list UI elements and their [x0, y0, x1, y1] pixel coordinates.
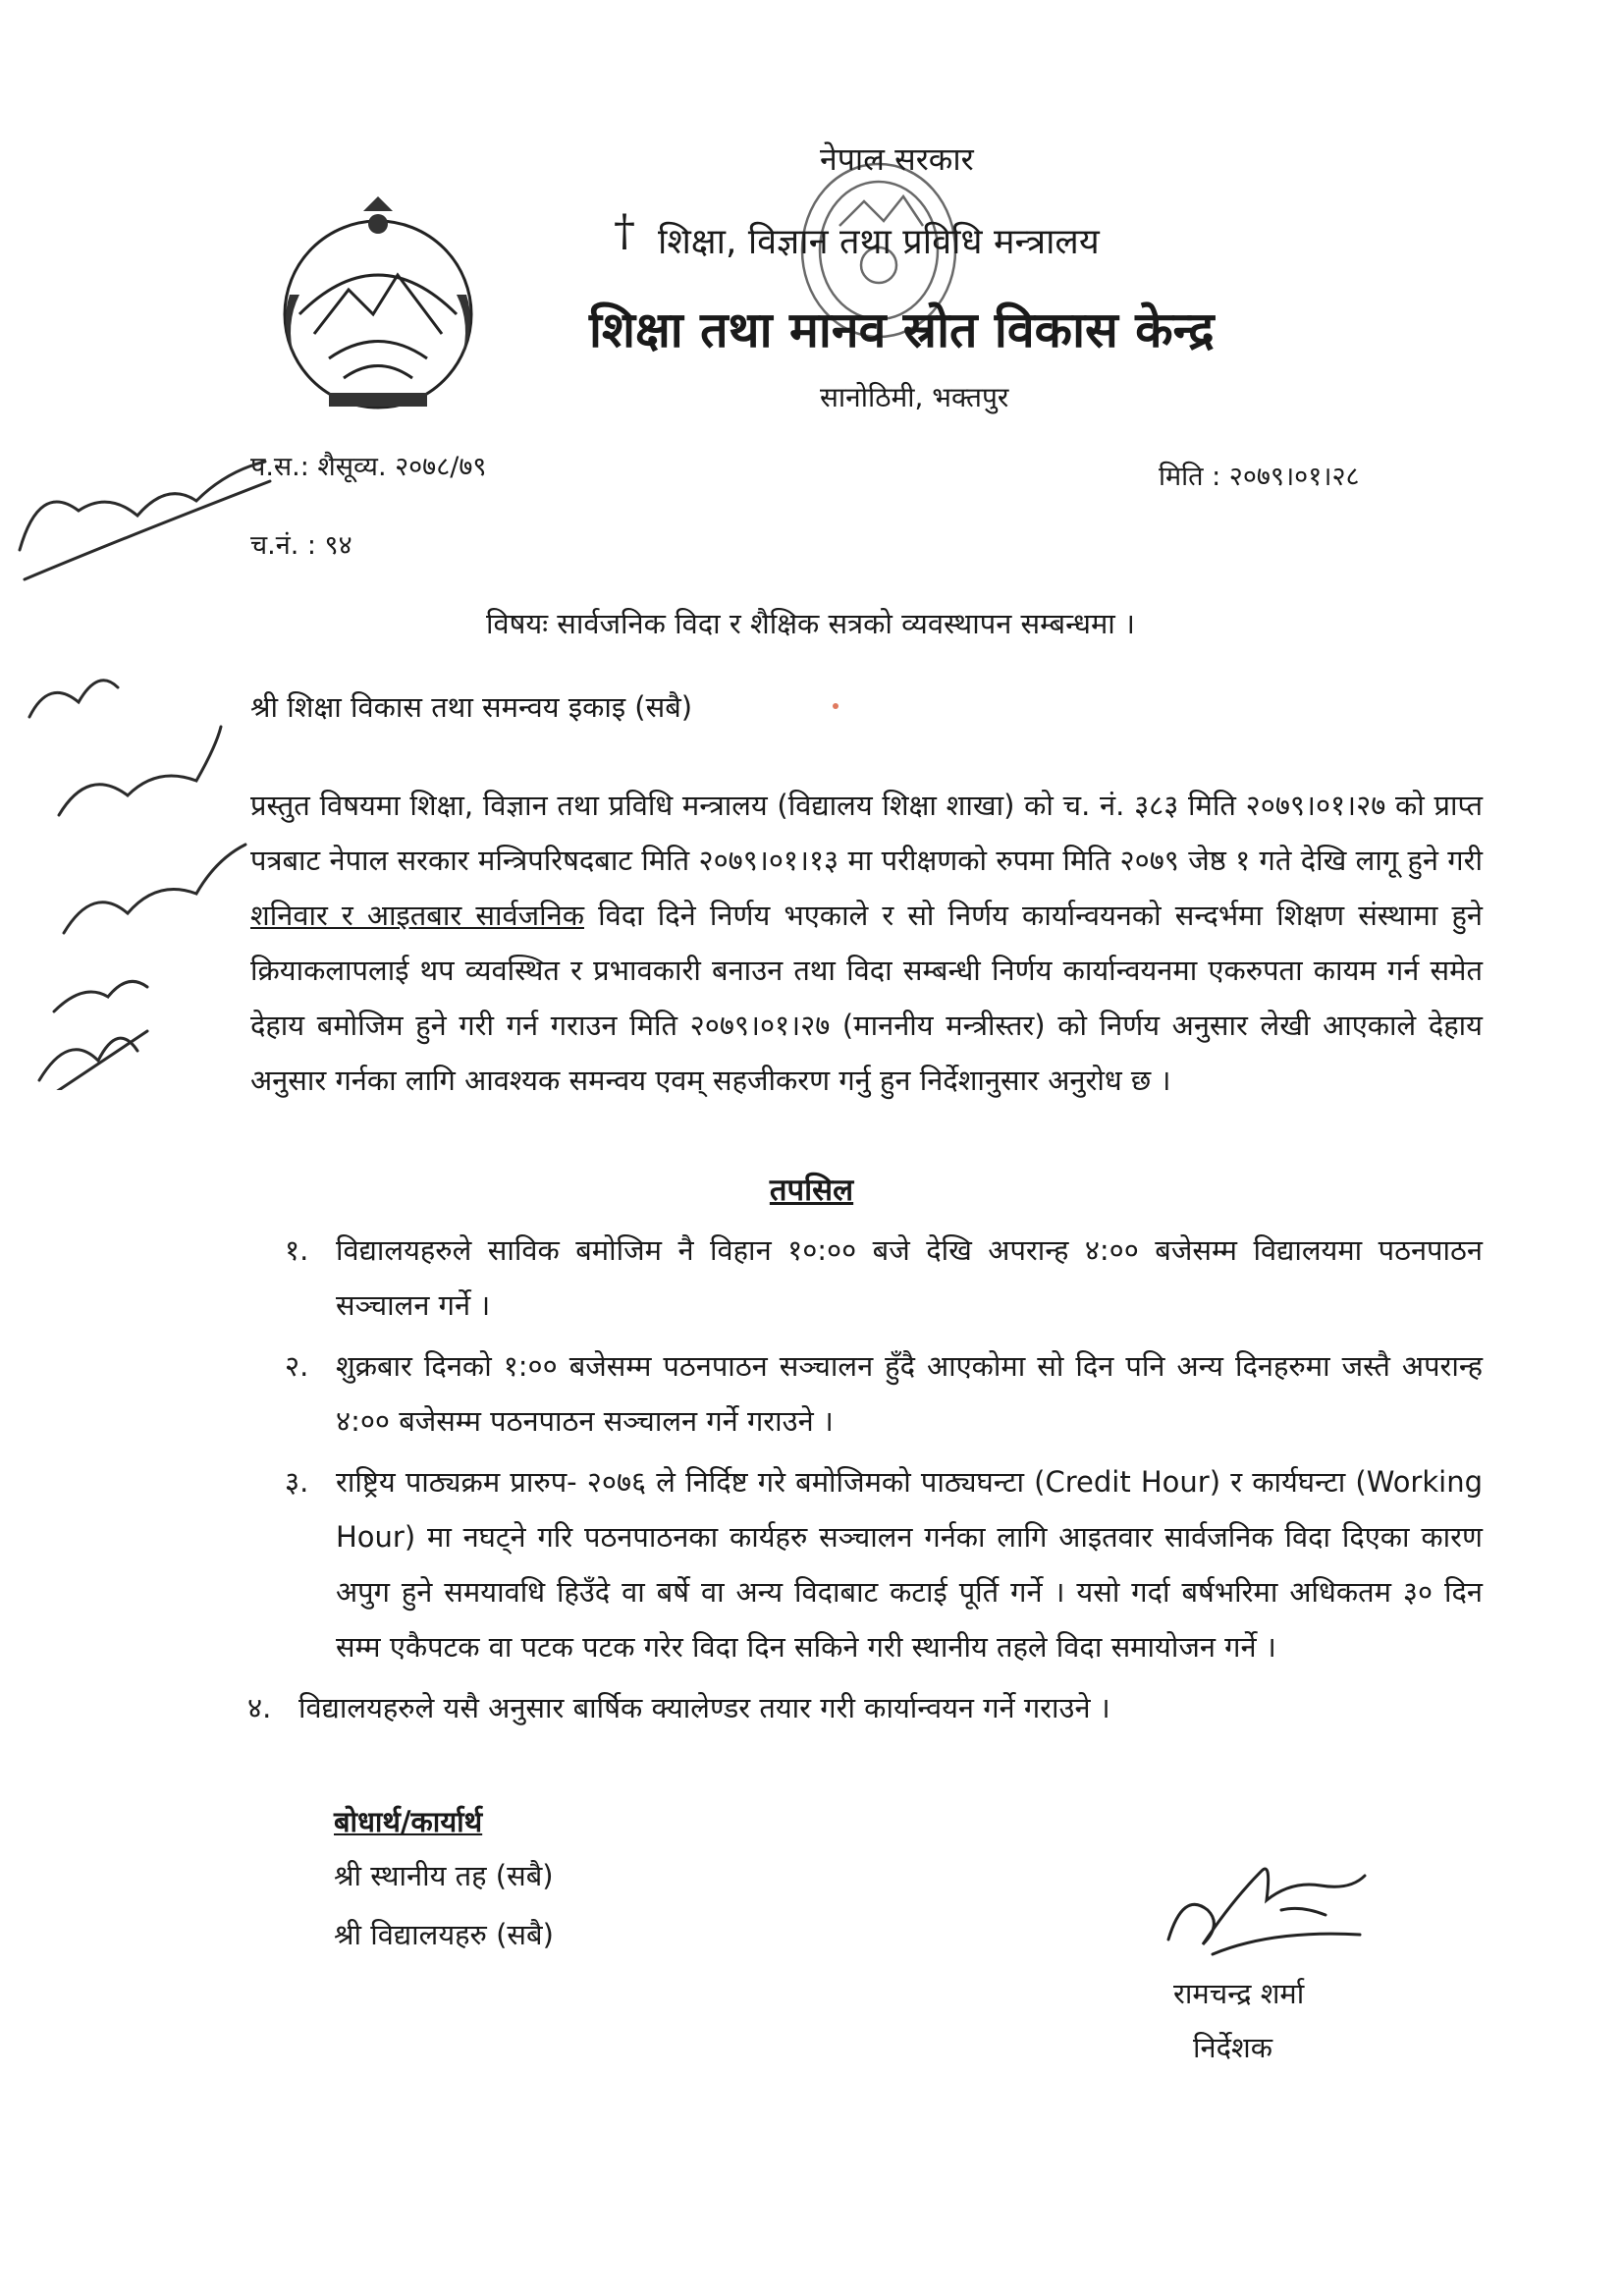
stray-dot — [833, 703, 839, 709]
reference-number: प.स.: शैसूव्य. २०७८/७९ — [250, 452, 487, 482]
government-name: नेपाल सरकार — [820, 140, 974, 178]
list-item — [247, 1680, 1483, 1735]
signatory-title: निर्देशक — [1193, 2031, 1272, 2064]
list-item — [285, 1223, 1483, 1333]
list-item-text: शुक्रबार दिनको १:०० बजेसम्म पठनपाठन सञ्चालन हुँदै आएकोमा सो दिन पनि अन्य दिनहरुमा जस्तै अपरान्ह ४:०० बजेसम्म पठनपाठन सञ्चालन गर्ने गराउने । — [336, 1349, 1483, 1438]
office-address: सानोठिमी, भक्तपुर — [820, 381, 1009, 413]
letter-subject: विषयः सार्वजनिक विदा र शैक्षिक सत्रको व्यवस्थापन सम्बन्धमा । — [486, 607, 1136, 640]
body-paragraph — [250, 778, 1483, 1108]
signatory-name: रामचन्द्र शर्मा — [1173, 1977, 1305, 2010]
letter-date: मिति : २०७९।०१।२८ — [1159, 462, 1360, 492]
body-part-2: विदा दिने निर्णय भएकाले र सो निर्णय कार्यान्वयनको सन्दर्भमा शिक्षण संस्थामा हुने क्रियाकलापलाई थप व्यवस्थित र प्रभावकारी बनाउन तथा विदा सम्बन्धी निर्णय कार्यान्वयनमा एकरुपता कायम गर्न समेत देहाय बमोजिम हुने गरी गर्न गराउन मिति २०७९।०१।२७ (माननीय मन्त्रीस्तर) को निर्णय अनुसार लेखी आएकाले देहाय अनुसार गर्नका लागि आवश्यक समन्वय एवम् सहजीकरण गर्नु हुन निर्देशानुसार अनुरोध छ । — [250, 899, 1483, 1097]
body-underlined: शनिवार र आइतबार सार्वजनिक — [250, 899, 584, 932]
list-item — [285, 1339, 1483, 1449]
list-item-text: विद्यालयहरुले यसै अनुसार बार्षिक क्यालेण्डर तयार गरी कार्यान्वयन गर्ने गराउने । — [298, 1691, 1110, 1724]
cc-item-schools: श्री विद्यालयहरु (सबै) — [334, 1918, 554, 1951]
pen-mark: † — [614, 206, 635, 256]
tapsil-list — [247, 1223, 1483, 1741]
list-item — [285, 1454, 1483, 1674]
list-item-text: विद्यालयहरुले साविक बमोजिम नै विहान १०:०० बजे देखि अपरान्ह ४:०० बजेसम्म विद्यालयमा पठनपाठन सञ्चालन गर्ने । — [336, 1233, 1483, 1322]
cc-heading: बोधार्थ/कार्यार्थ — [334, 1805, 483, 1838]
list-item-number: १. — [285, 1233, 309, 1267]
handwritten-notes-icon — [0, 422, 314, 1090]
list-item-number: ३. — [285, 1465, 309, 1499]
list-item-text: राष्ट्रिय पाठ्यक्रम प्रारुप- २०७६ ले निर्दिष्ट गरे बमोजिमको पाठ्यघन्टा (Credit Hour) र कार्यघन्टा (Working Hour) मा नघट्ने गरि पठनपाठनका कार्यहरु सञ्चालन गर्नका लागि आइतवार सार्वजनिक विदा दिएका कारण अपुग हुने समयावधि हिउँदे वा बर्षे वा अन्य विदाबाट कटाई पूर्ति गर्ने । यसो गर्दा बर्षभरिमा अधिकतम ३० दिन सम्म एकैपटक वा पटक पटक गरेर विदा दिन सकिने गरी स्थानीय तहले विदा समायोजन गर्ने । — [336, 1465, 1483, 1664]
letter-addressee: श्री शिक्षा विकास तथा समन्वय इकाइ (सबै) — [250, 690, 693, 724]
nepal-emblem-icon — [270, 196, 486, 417]
list-item-number: २. — [285, 1349, 309, 1383]
body-part-1: प्रस्तुत विषयमा शिक्षा, विज्ञान तथा प्रविधि मन्त्रालय (विद्यालय शिक्षा शाखा) को च. नं. ३८३ मिति २०७९।०१।२७ को प्राप्त पत्रबाट नेपाल सरकार मन्त्रिपरिषदबाट मिति २०७९।०१।१३ मा परीक्षणको रुपमा मिति २०७९ जेष्ठ १ गते देखि लागू हुने गरी — [250, 789, 1484, 877]
list-item-number: ४. — [247, 1691, 272, 1724]
tapsil-heading: तपसिल — [769, 1173, 854, 1208]
centre-name: शिक्षा तथा मानव स्रोत विकास केन्द्र — [589, 301, 1215, 358]
dispatch-number: च.नं. : ९४ — [250, 530, 352, 561]
ministry-name: शिक्षा, विज्ञान तथा प्रविधि मन्त्रालय — [658, 222, 1100, 262]
cc-item-local-levels: श्री स्थानीय तह (सबै) — [334, 1859, 554, 1892]
signature-icon — [1154, 1841, 1380, 1969]
